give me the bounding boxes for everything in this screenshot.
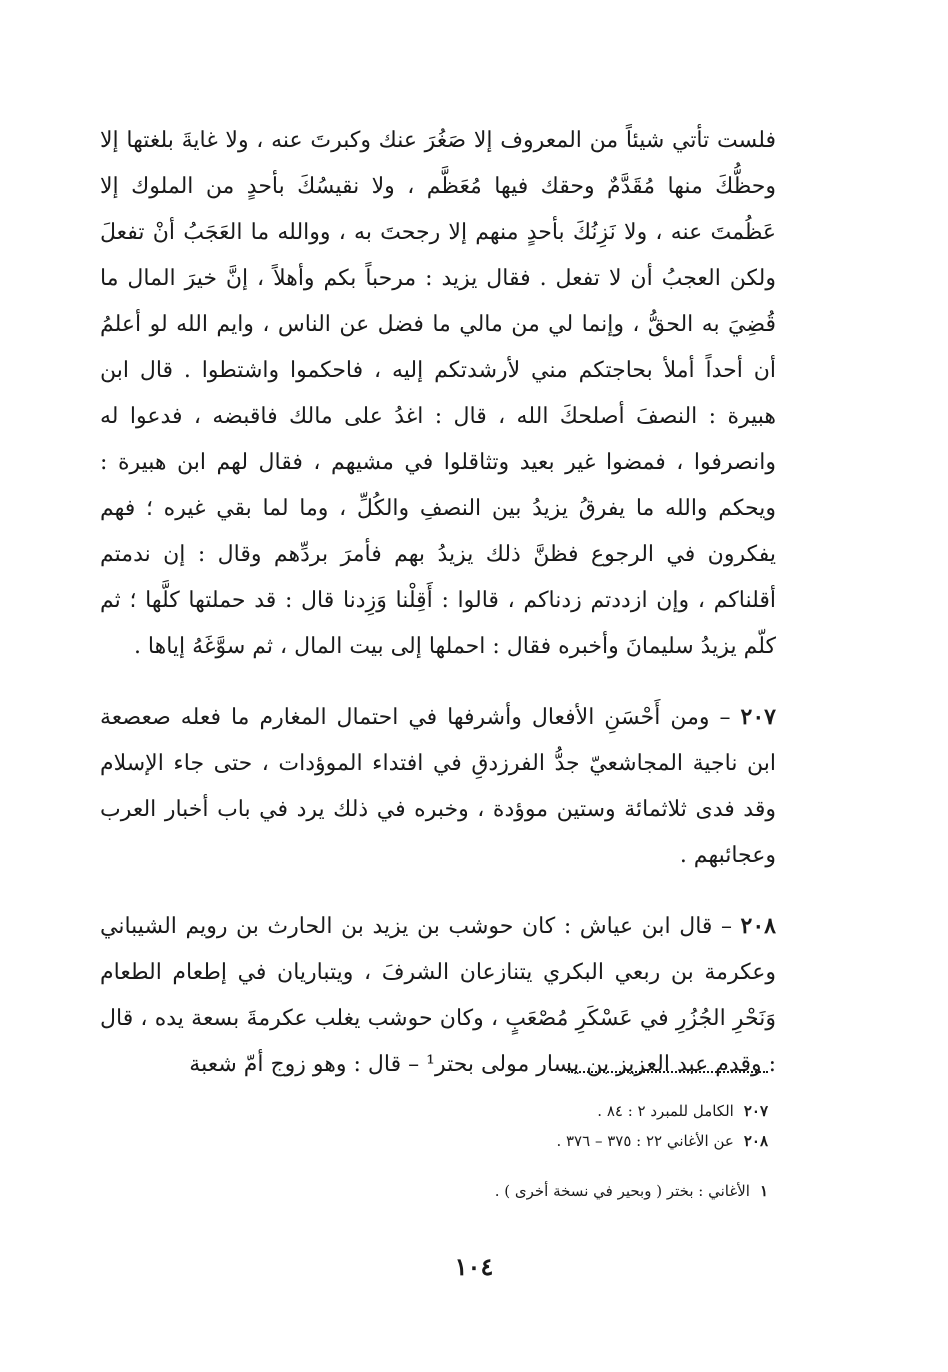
paragraph-207 [100, 694, 776, 879]
paragraph-text: – ومن أَحْسَنِ الأفعال وأشرفها في احتمال المغارم ما فعله صعصعة ابن ناجية المجاشعيّ جدُّ الفرزدقِ في افتداء الموؤدات ، حتى جاء الإسلام وقد فدى ثلاثمائة وستين موؤدة ، وخبره في ذلك يرد في باب أخبار العرب وعجائبهم . [100, 705, 776, 868]
footnote-208 [100, 1126, 768, 1156]
paragraph-text: – قال ابن عياش : كان حوشب بن يزيد بن الحارث بن رويم الشيباني وعكرمة بن ربعي البكري يتنازعان الشرفَ ، ويتباريان في إطعام الطعام وَنَحْرِ الجُزُرِ في عَسْكَرِ مُصْعَبٍ ، وكان حوشب يغلب عكرمةَ بسعة يده ، قال : وقدم عبد العزيز بن يسار مولى بحتر¹ – قال : وهو زوج أمّ شعبة [100, 914, 776, 1077]
paragraph-number: ٢٠٧ [740, 704, 776, 730]
footnotes [100, 1096, 768, 1206]
footnote-number: ١ [759, 1182, 768, 1200]
paragraph-number: ٢٠٨ [740, 913, 776, 939]
paragraph-continuation [100, 118, 776, 670]
footnote-number: ٢٠٨ [743, 1132, 768, 1150]
footnote-text: عن الأغاني ٢٢ : ٣٧٥ – ٣٧٦ . [556, 1132, 734, 1150]
footnote-1 [100, 1176, 768, 1206]
footnote-number: ٢٠٧ [743, 1102, 768, 1120]
paragraph-text: فلست تأتي شيئاً من المعروف إلا صَغُرَ عنك وكبرتَ عنه ، ولا غايةَ بلغتها إلا وحظُّكَ منها مُقَدَّمٌ وحقك فيها مُعَظَّم ، ولا نقيسُكَ بأحدٍ من الملوك إلا عَظُمتَ عنه ، ولا نَزِنُكَ بأحدٍ منهم إلا رجحتَ به ، ووالله ما العَجَبُ أنْ تفعلَ ولكن العجبُ أن لا تفعل . فقال يزيد : مرحباً بكم وأهلاً ، إنَّ خيرَ المال ما قُضِيَ به الحقُّ ، وإنما لي من مالي ما فضل عن الناس ، وايم الله لو أعلمُ أن أحداً أملأ بحاجتكم مني لأرشدتكم إليه ، فاحكموا واشتطوا . قال ابن هبيرة : النصفَ أصلحكَ الله ، قال : اغدُ على مالك فاقبضه ، فدعوا له وانصرفوا ، فمضوا غير بعيد وتثاقلوا في مشيهم ، فقال لهم ابن هبيرة : ويحكم والله ما يفرقُ يزيدُ بين النصفِ والكُلِّ ، وما لما بقي غيره ؛ فهم يفكرون في الرجوع فظنَّ ذلك يزيدُ بهم فأمرَ بردِّهم وقال : إن ندمتم أقلناكم ، وإن ازددتم زدناكم ، قالوا : أَقِلْنا وَزِدنا قال : قد حملتها كلَّها ؛ ثم كلّم يزيدُ سليمانَ وأخبره فقال : احملها إلى بيت المال ، ثم سوَّغَهُ إياها . [100, 128, 776, 659]
main-text [100, 118, 776, 1088]
footnote-text: الكامل للمبرد ٢ : ٨٤ . [597, 1102, 734, 1120]
footnote-207 [100, 1096, 768, 1126]
footnote-text: الأغاني : بختر ( وبحير في نسخة أخرى ) . [494, 1182, 750, 1200]
footnote-separator [568, 1071, 768, 1073]
page-number: ١٠٤ [454, 1252, 494, 1281]
paragraph-208 [100, 903, 776, 1088]
